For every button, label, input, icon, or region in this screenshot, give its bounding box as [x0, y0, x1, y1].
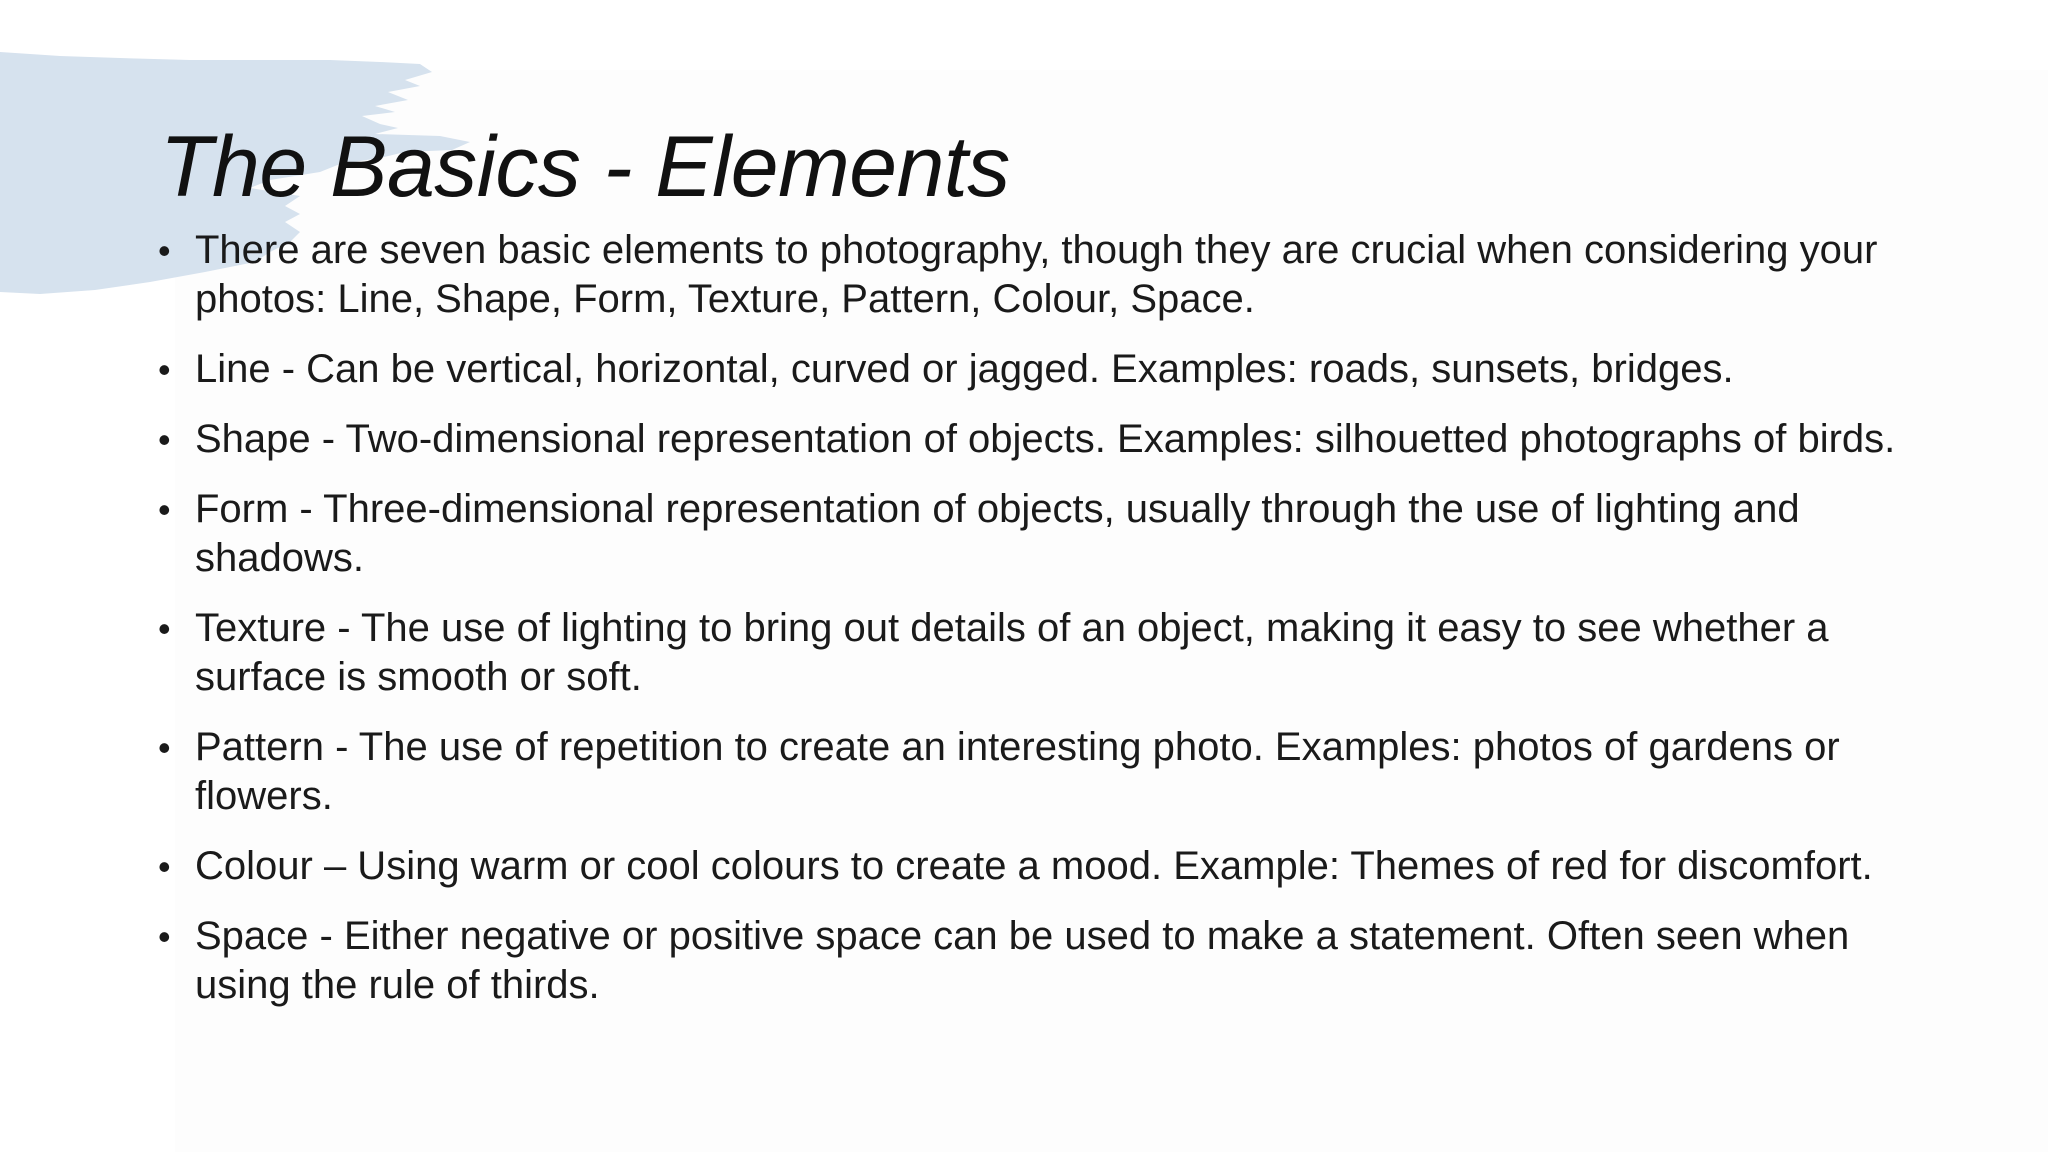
bullet-item-line	[158, 345, 1898, 394]
bullet-dot: •	[158, 846, 171, 887]
bullet-item-colour	[158, 842, 1898, 891]
bullet-dot: •	[158, 419, 171, 460]
bullet-dot: •	[158, 230, 171, 271]
bullet-text: There are seven basic elements to photography, though they are crucial when considering your photos: Line, Shape, Form, Texture, Pattern, Colour, Space.	[195, 228, 1878, 321]
bullet-item-form	[158, 485, 1898, 583]
bullet-text: Colour – Using warm or cool colours to create a mood. Example: Themes of red for discomfort.	[195, 844, 1873, 888]
bullet-dot: •	[158, 349, 171, 390]
bullet-item-texture	[158, 604, 1898, 702]
bullet-item-space	[158, 912, 1898, 1010]
bullet-dot: •	[158, 727, 171, 768]
bullet-text: Pattern - The use of repetition to create an interesting photo. Examples: photos of gardens or flowers.	[195, 725, 1840, 818]
bullet-text: Shape - Two-dimensional representation of objects. Examples: silhouetted photographs of birds.	[195, 417, 1896, 461]
bullet-item-intro	[158, 226, 1898, 324]
bullet-text: Form - Three-dimensional representation of objects, usually through the use of lighting and shadows.	[195, 487, 1800, 580]
bullet-text: Texture - The use of lighting to bring out details of an object, making it easy to see whether a surface is smooth or soft.	[195, 606, 1829, 699]
bullet-text: Line - Can be vertical, horizontal, curved or jagged. Examples: roads, sunsets, bridges.	[195, 347, 1734, 391]
slide-title: The Basics - Elements	[160, 119, 1010, 215]
bullet-dot: •	[158, 489, 171, 530]
bullet-dot: •	[158, 608, 171, 649]
bullet-dot: •	[158, 916, 171, 957]
bullet-text: Space - Either negative or positive space can be used to make a statement. Often seen when using the rule of thirds.	[195, 914, 1850, 1007]
bullet-item-pattern	[158, 723, 1898, 821]
bullet-list	[158, 226, 1898, 1031]
bullet-item-shape	[158, 415, 1898, 464]
